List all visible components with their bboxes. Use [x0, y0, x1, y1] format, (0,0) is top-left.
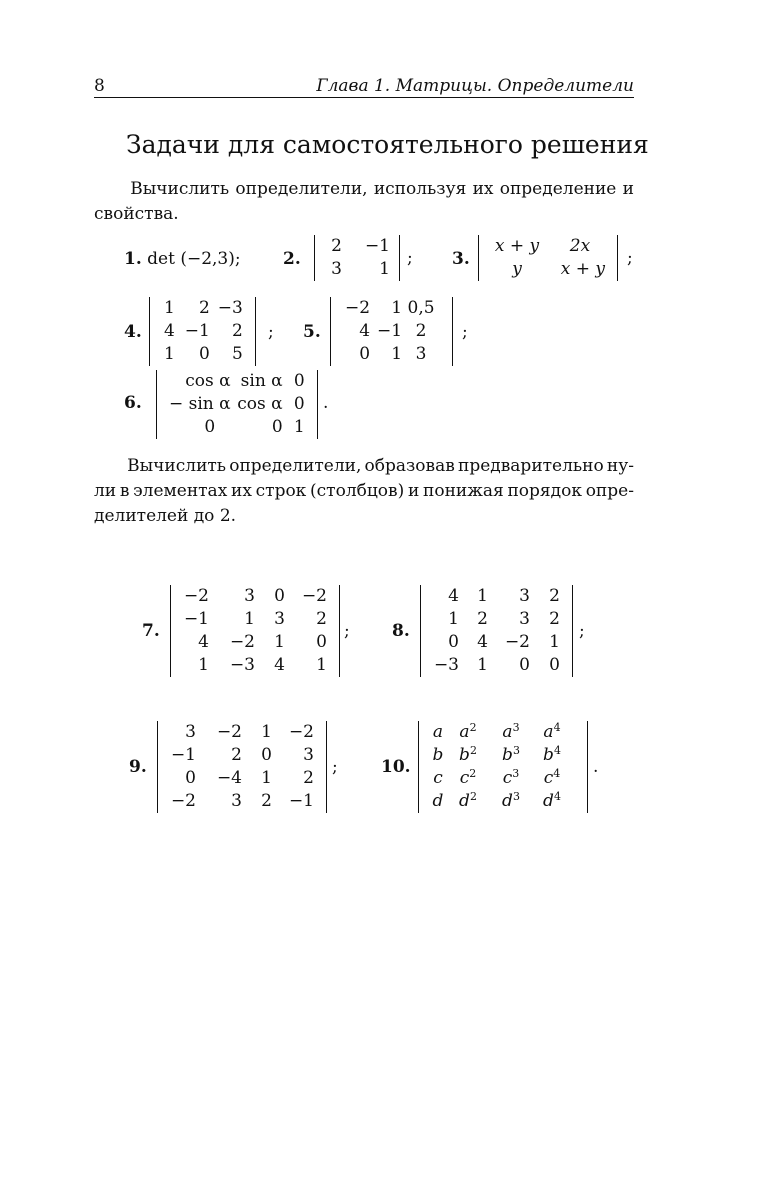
matrix-cell: −2	[216, 722, 242, 742]
matrix-cell: 0	[359, 344, 371, 364]
matrix-cell: 1	[448, 609, 459, 629]
matrix-cell: 3	[331, 259, 342, 279]
running-title: Глава 1. Матрицы. Определители	[316, 76, 634, 96]
matrix-cell: 0	[519, 655, 530, 675]
intro-2-line-2	[94, 479, 634, 504]
matrix-cell: −1	[184, 321, 210, 341]
matrix-cell: cos α	[185, 371, 231, 391]
matrix-cell: −4	[216, 768, 242, 788]
determinant-2	[314, 235, 400, 281]
section-title: Задачи для самостоятельного решения	[126, 130, 649, 159]
matrix-cell: 0	[274, 586, 285, 606]
word: Вычислить	[127, 456, 227, 476]
matrix-row	[183, 631, 327, 654]
matrix-row	[345, 320, 440, 343]
punctuation: ;	[627, 248, 633, 268]
problem-6-number: 6.	[124, 393, 142, 413]
matrix-cell: −2	[345, 298, 371, 318]
word: их	[472, 179, 494, 199]
matrix-cell: 4	[477, 632, 488, 652]
matrix-cell: $a^3$	[502, 721, 520, 742]
matrix-cell: −2	[183, 586, 209, 606]
matrix-row	[493, 235, 605, 258]
matrix-cell: $d^4$	[543, 790, 561, 811]
matrix-row	[433, 631, 560, 654]
intro-paragraph-1	[94, 177, 634, 227]
matrix-cell: −2	[170, 791, 196, 811]
intro-2-line-1	[94, 454, 634, 479]
matrix-cell: 4	[164, 321, 175, 341]
matrix-cell: a	[432, 722, 444, 742]
matrix-cell: 1	[391, 298, 403, 318]
matrix-row	[433, 608, 560, 631]
matrix-row	[169, 416, 305, 439]
matrix-cell: −1	[170, 745, 196, 765]
word: порядок	[507, 481, 582, 501]
intro-paragraph-2	[94, 454, 634, 529]
determinant-5	[330, 297, 453, 366]
indent	[94, 177, 124, 202]
matrix-cell: 1	[261, 722, 272, 742]
matrix-cell: 1	[293, 417, 305, 437]
matrix-cell: 1	[477, 586, 488, 606]
matrix-cell: −2	[504, 632, 530, 652]
matrix-cell: 4	[274, 655, 285, 675]
matrix-cell: $c^2$	[459, 767, 477, 788]
punctuation: .	[593, 757, 599, 777]
matrix-cell: d	[432, 791, 444, 811]
matrix-cell: 1	[549, 632, 560, 652]
matrix-cell: 1	[261, 768, 272, 788]
matrix-cell: −2	[229, 632, 255, 652]
matrix-cell: 2x	[569, 236, 591, 256]
matrix-cell: −2	[301, 586, 327, 606]
determinant-8	[420, 585, 573, 677]
matrix-cell: 2	[477, 609, 488, 629]
matrix-cell: 0	[448, 632, 459, 652]
matrix-cell: c	[433, 768, 443, 788]
matrix-cell: 0	[271, 417, 283, 437]
problem-2-number: 2.	[283, 249, 301, 269]
matrix-row	[164, 343, 243, 366]
matrix-cell: 0	[293, 371, 305, 391]
word: понижая	[423, 481, 504, 501]
matrix-cell: 1	[391, 344, 403, 364]
punctuation: ;	[332, 757, 338, 777]
matrix-cell: 2	[261, 791, 272, 811]
matrix-cell: − sin α	[169, 394, 231, 414]
determinant-9	[157, 721, 327, 813]
matrix-cell: 0	[549, 655, 560, 675]
matrix-cell: $b^2$	[459, 744, 477, 765]
matrix-cell: 0	[185, 768, 196, 788]
matrix-row	[164, 297, 243, 320]
matrix-row	[328, 258, 390, 281]
problem-8-number: 8.	[392, 621, 410, 641]
header-rule	[94, 97, 634, 98]
problem-4-number: 4.	[124, 322, 142, 342]
matrix-cell: 1	[316, 655, 327, 675]
matrix-cell: 1	[274, 632, 285, 652]
matrix-cell: $a^2$	[459, 721, 477, 742]
matrix-cell: −3	[433, 655, 459, 675]
matrix-cell: 4	[359, 321, 371, 341]
matrix-row	[431, 721, 573, 744]
problem-9-number: 9.	[129, 757, 147, 777]
word: определители,	[235, 179, 368, 199]
word: образовав	[364, 456, 455, 476]
word: (столбцов)	[310, 481, 405, 501]
problem-10-number: 10.	[381, 757, 411, 777]
matrix-cell: 4	[198, 632, 209, 652]
determinant-3	[478, 235, 618, 281]
matrix-row	[183, 654, 327, 677]
matrix-cell: 2	[303, 768, 314, 788]
matrix-cell: b	[432, 745, 444, 765]
matrix-cell: −1	[377, 321, 403, 341]
page-number: 8	[94, 76, 105, 96]
matrix-row	[431, 744, 573, 767]
matrix-cell: x + y	[494, 236, 540, 256]
matrix-cell: 3	[231, 791, 242, 811]
word: строк	[255, 481, 307, 501]
matrix-row	[170, 721, 314, 744]
matrix-cell: 3	[185, 722, 196, 742]
matrix-cell: y	[512, 259, 522, 279]
matrix-cell: x + y	[560, 259, 605, 279]
intro-1-line-1	[94, 177, 634, 202]
matrix-cell: 2	[549, 586, 560, 606]
matrix-cell: 3	[519, 586, 530, 606]
matrix-cell: $c^4$	[543, 767, 561, 788]
matrix-cell: 0,5	[407, 298, 435, 318]
matrix-row	[170, 744, 314, 767]
matrix-cell: 1	[477, 655, 488, 675]
matrix-cell: 1	[379, 259, 390, 279]
matrix-row	[433, 585, 560, 608]
word: и	[407, 481, 420, 501]
matrix-cell: sin α	[240, 371, 283, 391]
matrix-cell: 2	[231, 745, 242, 765]
matrix-row	[170, 790, 314, 813]
matrix-row	[431, 767, 573, 790]
determinant-4	[149, 297, 256, 366]
matrix-row	[345, 343, 440, 366]
word: определение	[499, 179, 617, 199]
word: используя	[373, 179, 467, 199]
matrix-cell: $c^3$	[502, 767, 520, 788]
matrix-cell: −2	[288, 722, 314, 742]
intro-1-line-2: свойства.	[94, 204, 179, 224]
matrix-cell: −1	[183, 609, 209, 629]
problem-1	[124, 249, 241, 269]
punctuation: ;	[407, 248, 413, 268]
punctuation: ;	[268, 322, 274, 342]
word: ну-	[606, 456, 634, 476]
matrix-cell: 4	[448, 586, 459, 606]
matrix-row	[345, 297, 440, 320]
word: Вычислить	[130, 179, 230, 199]
matrix-cell: −3	[229, 655, 255, 675]
indent	[94, 454, 124, 479]
problem-3-number: 3.	[452, 249, 470, 269]
determinant-10	[418, 721, 588, 813]
matrix-cell: 2	[316, 609, 327, 629]
matrix-cell: 1	[164, 344, 175, 364]
matrix-cell: 1	[244, 609, 255, 629]
word: и	[622, 179, 634, 199]
matrix-cell: 2	[199, 298, 210, 318]
matrix-row	[493, 258, 605, 281]
matrix-cell: 0	[261, 745, 272, 765]
word: элементах	[133, 481, 228, 501]
word: их	[231, 481, 252, 501]
matrix-cell: 0	[316, 632, 327, 652]
determinant-6	[156, 370, 318, 439]
matrix-cell: 1	[198, 655, 209, 675]
matrix-cell: −1	[364, 236, 390, 256]
matrix-row	[431, 790, 573, 813]
matrix-cell: 2	[549, 609, 560, 629]
punctuation: ;	[462, 322, 468, 342]
matrix-row	[183, 585, 327, 608]
matrix-cell: 3	[415, 344, 427, 364]
intro-2-line-3: делителей до 2.	[94, 506, 237, 526]
matrix-cell: 0	[199, 344, 210, 364]
matrix-cell: 3	[244, 586, 255, 606]
matrix-cell: 2	[232, 321, 243, 341]
matrix-cell: −3	[217, 298, 243, 318]
matrix-row	[170, 767, 314, 790]
matrix-cell: 3	[519, 609, 530, 629]
problem-5-number: 5.	[303, 322, 321, 342]
matrix-row	[328, 235, 390, 258]
determinant-7	[170, 585, 340, 677]
matrix-cell: $a^4$	[543, 721, 561, 742]
matrix-row	[169, 393, 305, 416]
matrix-cell: 2	[331, 236, 342, 256]
matrix-row	[183, 608, 327, 631]
word: ли	[94, 481, 117, 501]
problem-7-number: 7.	[142, 621, 160, 641]
matrix-cell: $b^4$	[543, 744, 561, 765]
matrix-cell: 1	[164, 298, 175, 318]
matrix-cell: −1	[288, 791, 314, 811]
matrix-cell: 0	[293, 394, 305, 414]
punctuation: ;	[344, 621, 350, 641]
matrix-cell: 0	[204, 417, 216, 437]
word: определители,	[229, 456, 362, 476]
matrix-cell: 3	[274, 609, 285, 629]
punctuation: .	[323, 393, 329, 413]
word: предварительно	[457, 456, 604, 476]
word: в	[119, 481, 130, 501]
matrix-row	[169, 370, 305, 393]
word: опре-	[585, 481, 634, 501]
matrix-cell: 5	[232, 344, 243, 364]
matrix-row	[433, 654, 560, 677]
problem-expression: det (−2,3);	[147, 249, 241, 269]
problem-number: 1.	[124, 249, 142, 269]
matrix-cell: 3	[303, 745, 314, 765]
matrix-cell: $d^3$	[502, 790, 520, 811]
matrix-cell: $b^3$	[502, 744, 520, 765]
matrix-cell: cos α	[237, 394, 283, 414]
matrix-cell: $d^2$	[459, 790, 477, 811]
matrix-row	[164, 320, 243, 343]
matrix-cell: 2	[415, 321, 427, 341]
punctuation: ;	[579, 621, 585, 641]
